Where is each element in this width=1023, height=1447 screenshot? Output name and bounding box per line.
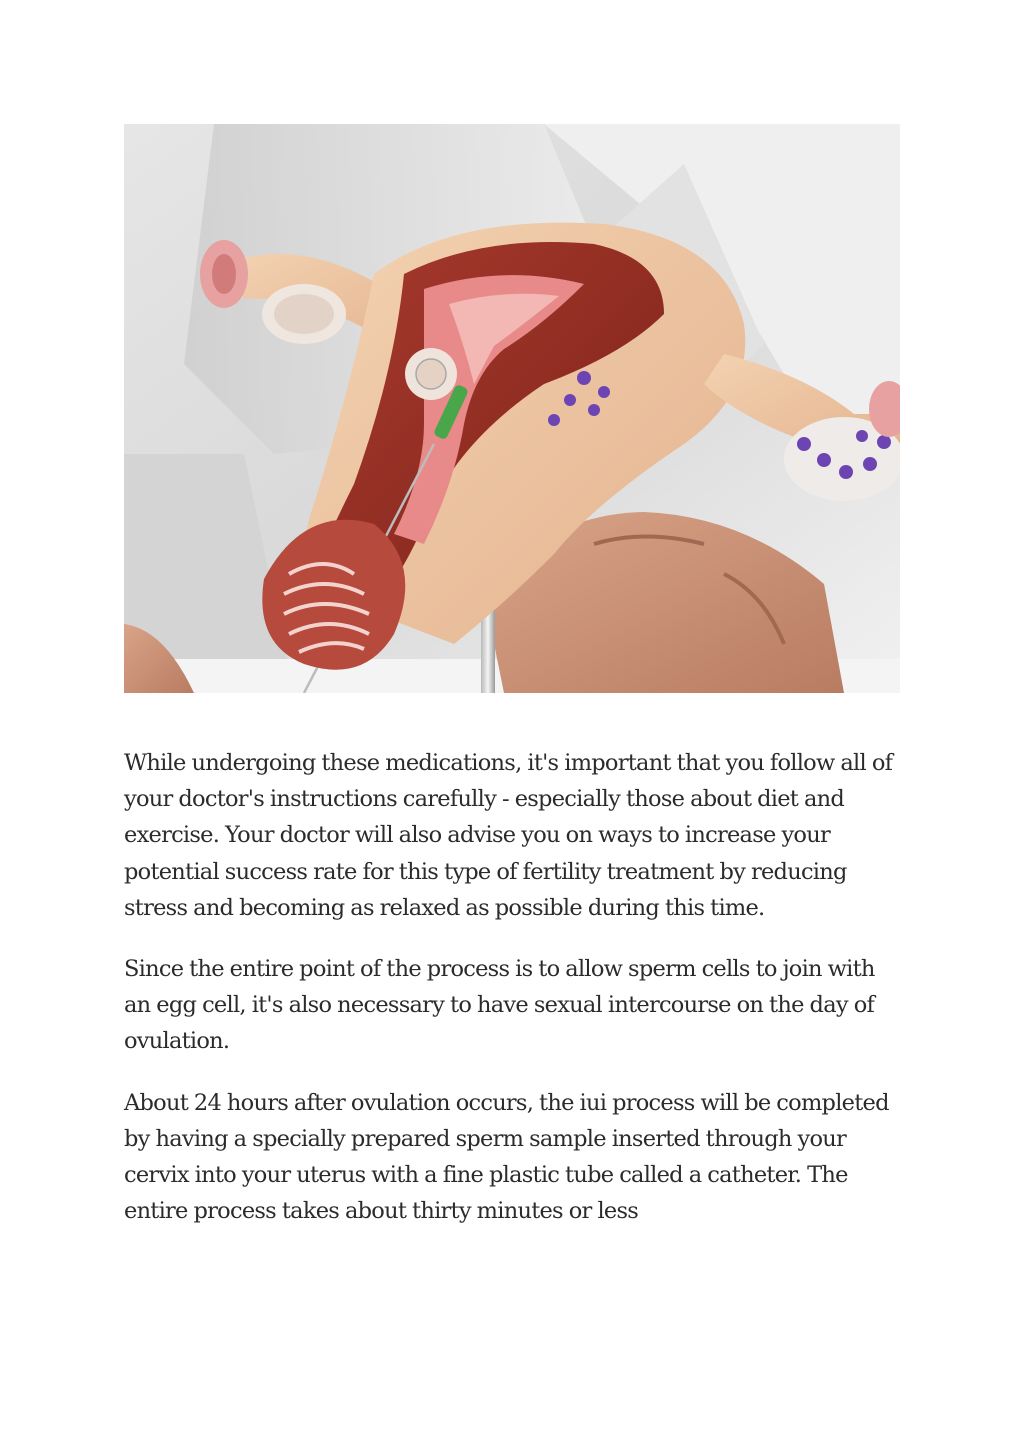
paragraph-2: Since the entire point of the process is to allow sperm cells to join with an egg cell, it's also necessary to have sexual intercourse on the day of ovulation.	[124, 956, 875, 1055]
paragraph-3: About 24 hours after ovulation occurs, the iui process will be completed by having a specially prepared sperm sample inserted through your cervix into your uterus with a fine plastic tube called a catheter. The entire process takes about thirty minutes or less	[124, 1089, 889, 1225]
paragraph-1: While undergoing these medications, it's important that you follow all of your doctor's instructions carefully - especially those about diet and exercise. Your doctor will also advise you on ways to increase your potential success rate for this type of fertility treatment by reducing stress and becoming as relaxed as possible during this time.	[124, 750, 893, 921]
article-image	[124, 124, 900, 693]
uterus-model-illustration	[124, 124, 900, 693]
article-body	[124, 745, 904, 1254]
